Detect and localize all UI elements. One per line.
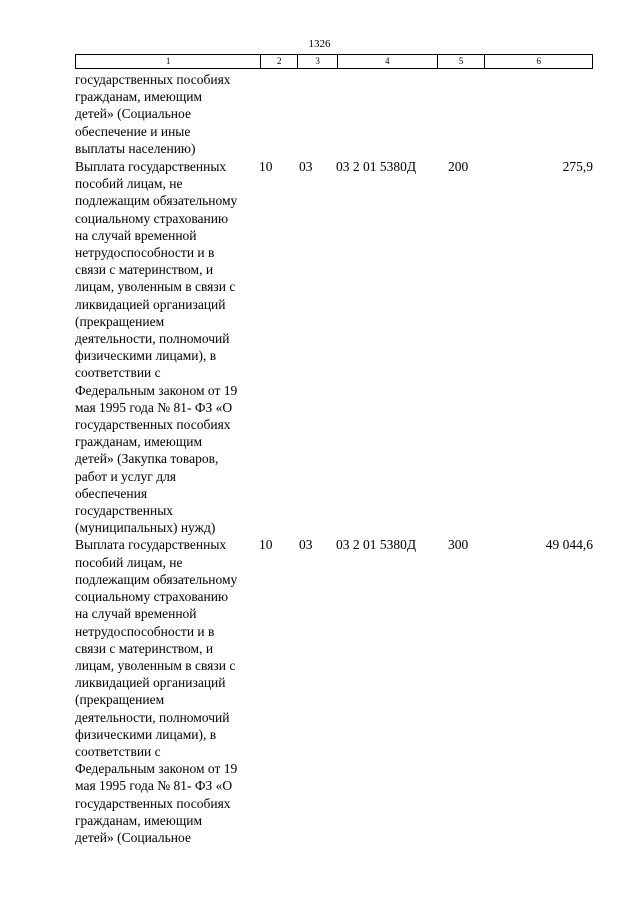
table-row (75, 158, 593, 536)
column-header-4: 4 (337, 55, 437, 68)
row-target-code: 03 2 01 5380Д (336, 159, 417, 175)
column-header-2: 2 (260, 55, 297, 68)
column-header-3: 3 (297, 55, 337, 68)
column-header-6: 6 (484, 55, 592, 68)
budget-table (75, 54, 593, 846)
row-expense-type: 300 (448, 537, 469, 553)
page-number: 1326 (308, 38, 331, 50)
continuation-text: государственных пособиях гражданам, имеющим детей» (Социальное обеспечение и иные выплаты населению) (75, 72, 231, 156)
row-subsection: 03 (299, 159, 313, 175)
row-section: 10 (259, 537, 273, 553)
table-row (75, 536, 593, 846)
row-name: Выплата государственных пособий лицам, не подлежащим обязательному социальному страхованию на случай временной нетрудоспособности и в связи с материнством, и лицам, уволенным в связи с ликвидацией организаций (прекращением деятельности, полномочий физическими лицами), в соответствии с Федеральным законом от 19 мая 1995 года № 81- ФЗ «О государственных пособиях гражданам, имеющим детей» (Закупка товаров, работ и услуг для обеспечения государственных (муниципальных) нужд) (75, 159, 238, 536)
row-amount: 49 044,6 (545, 537, 593, 553)
row-name: Выплата государственных пособий лицам, не подлежащим обязательному социальному страхованию на случай временной нетрудоспособности и в связи с материнством, и лицам, уволенным в связи с ликвидацией организаций (прекращением деятельности, полномочий физическими лицами), в соответствии с Федеральным законом от 19 мая 1995 года № 81- ФЗ «О государственных пособиях гражданам, имеющим детей» (Социальное (75, 537, 238, 845)
row-target-code: 03 2 01 5380Д (336, 537, 417, 553)
column-header-row (75, 54, 593, 69)
continuation-row (75, 71, 593, 157)
row-section: 10 (259, 159, 273, 175)
column-header-1: 1 (165, 56, 171, 66)
row-subsection: 03 (299, 537, 313, 553)
column-header-5: 5 (437, 55, 485, 68)
row-amount: 275,9 (562, 159, 593, 175)
row-expense-type: 200 (448, 159, 469, 175)
